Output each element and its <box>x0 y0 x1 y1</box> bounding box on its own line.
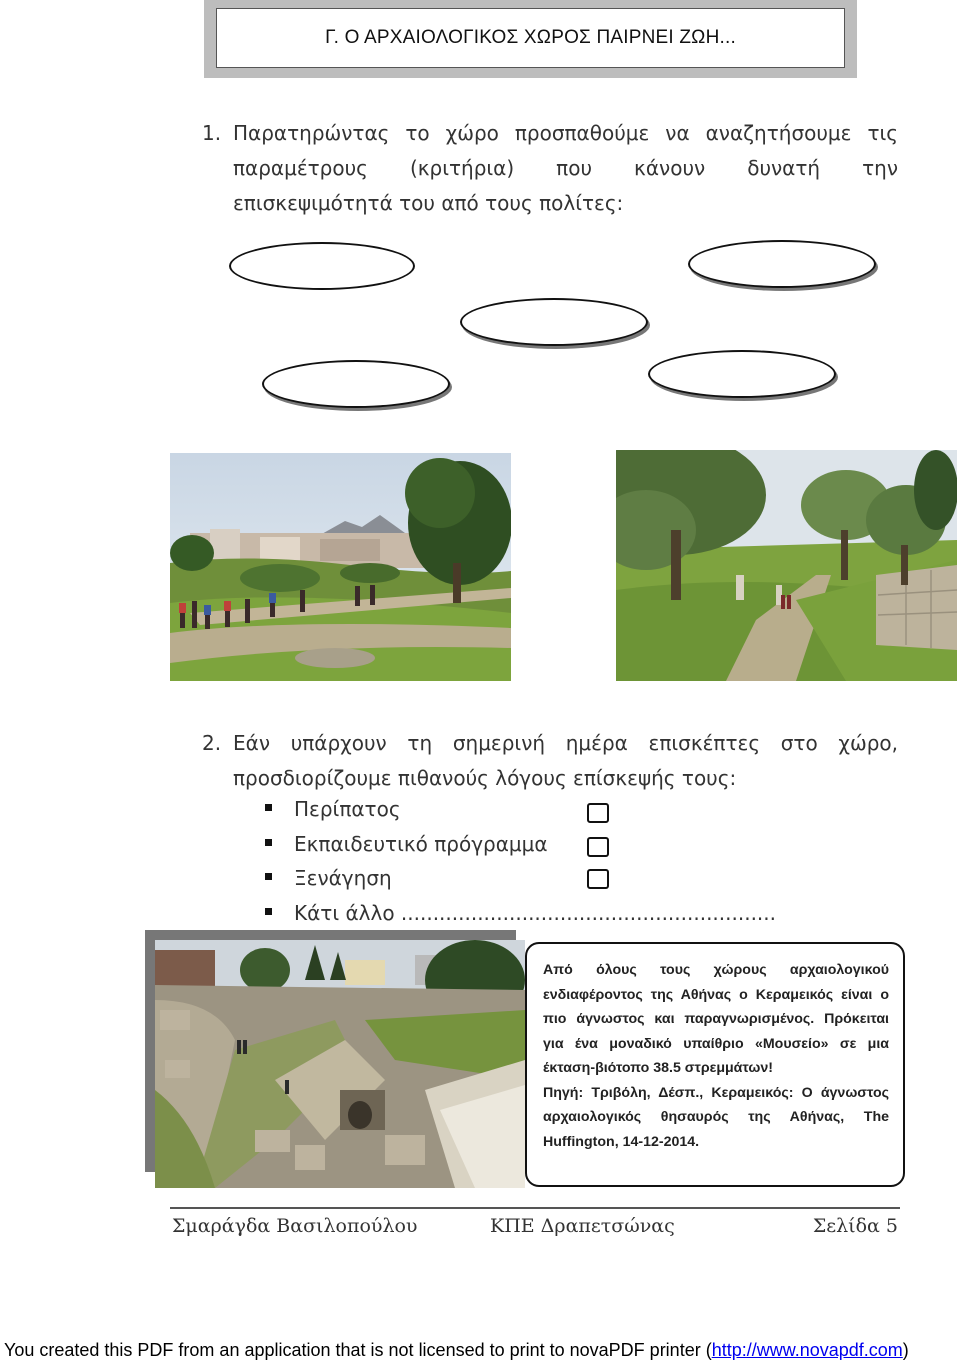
question-2-line-2: προσδιορίζουμε πιθανούς λόγους επίσκεψής τους: <box>233 766 737 790</box>
bullet-icon <box>265 804 272 811</box>
option-walk <box>265 797 401 821</box>
question-1-line-2: παραμέτρους (κριτήρια) που κάνουν δυνατή την <box>233 156 898 180</box>
footer-divider <box>170 1207 900 1209</box>
answer-ellipse-5[interactable] <box>648 350 836 398</box>
photo-kerameikos-ruins <box>155 940 525 1188</box>
option-walk-label: Περίπατος <box>294 797 401 821</box>
photo-visitors-walking-image <box>170 453 511 681</box>
option-education <box>265 832 548 856</box>
checkbox-walk[interactable] <box>587 803 609 823</box>
novapdf-watermark-text: You created this PDF from an application that is not licensed to print to novaPDF printer ( <box>4 1340 712 1360</box>
info-source: Πηγή: Τριβόλη, Δέσπ., Κεραμεικός: Ο άγνωστος αρχαιολογικός θησαυρός της Αθήνας, The Huffington, 14-12-2014. <box>543 1084 889 1150</box>
footer-page-number: Σελίδα 5 <box>812 1215 898 1237</box>
answer-ellipse-1[interactable] <box>229 242 415 290</box>
option-guided-tour <box>265 866 392 890</box>
info-text: Από όλους τους χώρους αρχαιολογικού ενδιαφέροντος της Αθήνας ο Κεραμεικός είναι ο πιο άγνωστος και παραγνωρισμένος. Πρόκειται για ένα μοναδικό υπαίθριο «Μουσείο» σε μια έκταση-βιότοπο 38.5 στρεμμάτων! <box>543 962 889 1076</box>
footer-center: ΚΠΕ Δραπετσώνας <box>490 1215 675 1237</box>
bullet-icon <box>265 839 272 846</box>
novapdf-watermark-close: ) <box>902 1340 909 1360</box>
option-education-label: Εκπαιδευτικό πρόγραμμα <box>294 832 548 856</box>
photo-olive-grove <box>616 450 957 681</box>
photo-olive-grove-image <box>616 450 957 681</box>
bullet-icon <box>265 873 272 880</box>
photo-kerameikos-ruins-image <box>155 940 525 1188</box>
checkbox-guided-tour[interactable] <box>587 869 609 889</box>
option-other-label: Κάτι άλλο ........................................................... <box>294 901 777 925</box>
question-1-line-1: Παρατηρώντας το χώρο προσπαθούμε να αναζητήσουμε τις <box>233 121 898 145</box>
title-box <box>204 0 857 78</box>
question-2-number: 2. <box>202 731 222 755</box>
answer-ellipse-2[interactable] <box>688 240 876 288</box>
novapdf-watermark <box>4 1340 909 1361</box>
checkbox-education[interactable] <box>587 837 609 857</box>
title-frame <box>216 8 845 68</box>
answer-ellipse-3[interactable] <box>460 298 648 346</box>
page-title: Γ. Ο ΑΡΧΑΙΟΛΟΓΙΚΟΣ ΧΩΡΟΣ ΠΑΙΡΝΕΙ ΖΩΗ... <box>325 27 736 48</box>
info-callout <box>525 942 905 1187</box>
photo-visitors-walking <box>170 453 511 681</box>
option-guided-tour-label: Ξενάγηση <box>294 866 392 890</box>
question-2-line-1: Εάν υπάρχουν τη σημερινή ημέρα επισκέπτες στο χώρο, <box>233 731 898 755</box>
question-1-number: 1. <box>202 121 222 145</box>
footer-author: Σμαράγδα Βασιλοπούλου <box>172 1215 418 1237</box>
answer-ellipse-4[interactable] <box>262 360 450 408</box>
bullet-icon <box>265 908 272 915</box>
question-1-line-3: επισκεψιμότητά του από τους πολίτες: <box>233 191 624 215</box>
option-other <box>265 901 776 925</box>
novapdf-link[interactable]: http://www.novapdf.com <box>711 1340 903 1360</box>
